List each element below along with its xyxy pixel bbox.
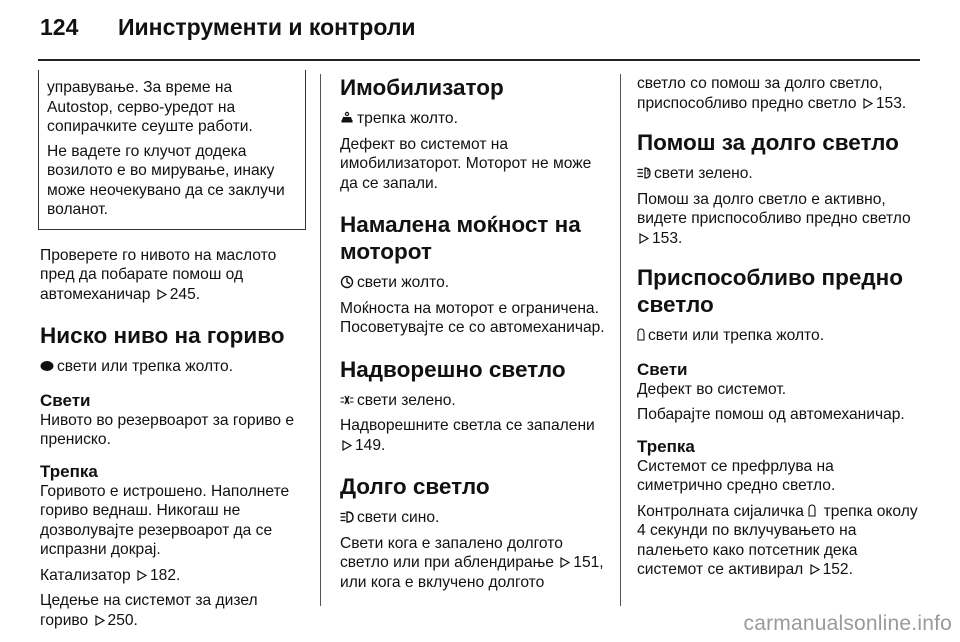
column-divider-2 [620, 74, 621, 606]
lit-paragraph: Нивото во резервоарот за гориво е прениско. [40, 411, 295, 448]
column-3 [637, 74, 919, 586]
header-divider [38, 59, 920, 61]
high-beam-assist-description: свети зелено. [637, 164, 919, 184]
flashing-paragraph: Контролната сијаличка трепка околу 4 секунди по вклучувањето на палењето како потсетник дека системот се активирал 152. [637, 502, 918, 578]
page-ref-arrow-icon [94, 615, 105, 626]
fuel-warning-icon [40, 359, 54, 373]
exterior-light-paragraph: Надворешните светла се запалени 149. [340, 417, 595, 454]
page-ref-arrow-icon [156, 289, 167, 300]
adaptive-light-icon [637, 328, 645, 342]
page-ref-arrow-icon [862, 98, 873, 109]
column-2 [340, 74, 610, 598]
watermark: carmanualsonline.info [743, 612, 952, 635]
note-paragraph: управување. За време на Autostop, серво-уредот на сопирачките сеуште работи. [47, 79, 253, 135]
flashing-paragraph: Горивото е истрошено. Наполнете гориво веднаш. Никогаш не дозволувајте резервоарот да се испразни докрај. [40, 482, 290, 558]
reduced-power-description: свети жолто. [340, 273, 610, 293]
chapter-title: Иинструменти и контроли [118, 14, 416, 40]
catalyst-paragraph: Катализатор 182. [40, 566, 181, 584]
section-title-high-beam: Долго светло [340, 474, 490, 499]
column-divider-1 [320, 74, 321, 606]
immobiliser-paragraph: Дефект во системот на имобилизаторот. Моторот не може да се запали. [340, 135, 592, 192]
subheading-flashing: Трепка [40, 461, 98, 481]
diesel-paragraph: Цедење на системот за дизел гориво 250. [40, 592, 258, 629]
page-number: 124 [40, 14, 79, 40]
high-beam-assist-paragraph: Помош за долго светло е активно, видете приспособливо предно светло 153. [637, 190, 911, 247]
page-ref-arrow-icon [136, 570, 147, 581]
immobiliser-description: трепка жолто. [340, 109, 610, 129]
adaptive-light-description: свети или трепка жолто. [637, 326, 919, 346]
side-light-icon [340, 393, 354, 407]
high-beam-icon [340, 510, 354, 524]
page-header [40, 14, 920, 58]
page-ref-arrow-icon [559, 557, 570, 568]
section-title-high-beam-assist: Помош за долго светло [637, 130, 899, 155]
low-fuel-description: свети или трепка жолто. [40, 357, 306, 377]
section-title-adaptive-forward-lighting: Приспособливо предно светло [637, 265, 904, 317]
exterior-light-description: свети зелено. [340, 391, 610, 411]
lit-paragraph: Побарајте помош од автомеханичар. [637, 406, 905, 423]
high-beam-assist-icon [637, 166, 651, 180]
page-ref-arrow-icon [809, 564, 820, 575]
flashing-paragraph: Системот се префрлува на симетрично средно светло. [637, 457, 836, 494]
reduced-power-paragraph: Моќноста на моторот е ограничена. Посоветувајте се со автомеханичар. [340, 299, 605, 336]
section-title-immobiliser: Имобилизатор [340, 75, 504, 100]
subheading-lit: Свети [40, 390, 91, 410]
engine-power-icon [340, 275, 354, 289]
high-beam-description: свети сино. [340, 508, 610, 528]
section-title-low-fuel: Ниско ниво на гориво [40, 323, 285, 348]
lit-paragraph: Дефект во системот. [637, 380, 787, 398]
column-1 [40, 74, 306, 636]
oil-check-paragraph: Проверете го нивото на маслото пред да побарате помош од автомеханичар 245. [40, 246, 277, 303]
note-paragraph: Не вадете го клучот додека возилото е во мирување, инаку може неочекувано да се заклучи воланот. [47, 142, 285, 218]
car-key-icon [340, 111, 354, 125]
subheading-lit: Свети [637, 359, 688, 379]
continued-paragraph: светло со помош за долго светло, приспособливо предно светло 153. [637, 75, 907, 112]
section-title-reduced-power: Намалена моќност на моторот [340, 212, 581, 264]
note-box [38, 70, 306, 230]
adaptive-light-icon [808, 504, 816, 518]
page-ref-arrow-icon [341, 440, 352, 451]
subheading-flashing: Трепка [637, 436, 695, 456]
page-ref-arrow-icon [638, 233, 649, 244]
section-title-exterior-light: Надворешно светло [340, 356, 566, 382]
high-beam-paragraph: Свети кога е запалено долгото светло или при аблендирање 151, или кога е вклучено долгото [340, 534, 604, 591]
